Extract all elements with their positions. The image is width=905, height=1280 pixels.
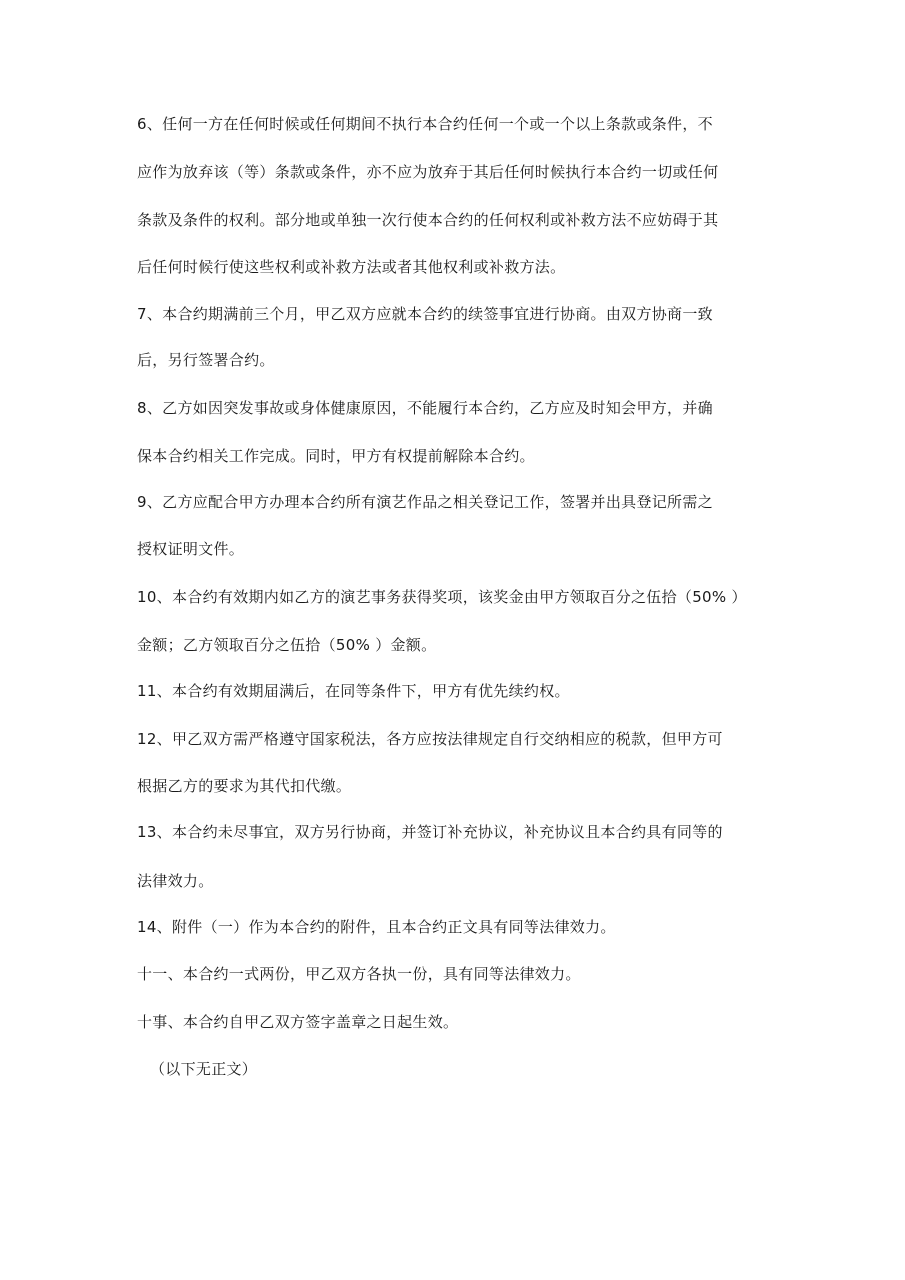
- clause-11: 11、本合约有效期届满后，在同等条件下，甲方有优先续约权。: [137, 682, 570, 700]
- clause-12-line-1: 12、甲乙双方需严格遵守国家税法，各方应按法律规定自行交纳相应的税款，但甲方可: [137, 730, 723, 748]
- clause-13-line-2: 法律效力。: [137, 872, 214, 890]
- section-10: 十事、本合约自甲乙双方签字盖章之日起生效。: [137, 1013, 459, 1031]
- clause-9-line-1: 9、乙方应配合甲方办理本合约所有演艺作品之相关登记工作，签署并出具登记所需之: [137, 493, 713, 511]
- clause-9-line-2: 授权证明文件。: [137, 540, 245, 558]
- section-11: 十一、本合约一式两份，甲乙双方各执一份，具有同等法律效力。: [137, 965, 581, 983]
- clause-13-line-1: 13、本合约未尽事宜，双方另行协商，并签订补充协议，补充协议且本合约具有同等的: [137, 823, 723, 841]
- clause-6-line-4: 后任何时候行使这些权利或补救方法或者其他权利或补救方法。: [137, 258, 566, 276]
- clause-6-line-1: 6、任何一方在任何时候或任何期间不执行本合约任何一个或一个以上条款或条件，不: [137, 115, 713, 133]
- clause-8-line-1: 8、乙方如因突发事故或身体健康原因，不能履行本合约，乙方应及时知会甲方，并确: [137, 399, 713, 417]
- clause-10-line-2: 金额；乙方领取百分之伍拾（50% ）金额。: [137, 636, 437, 654]
- clause-6-line-3: 条款及条件的权利。部分地或单独一次行使本合约的任何权利或补救方法不应妨碍于其: [137, 211, 719, 229]
- clause-7-line-1: 7、本合约期满前三个月，甲乙双方应就本合约的续签事宜进行协商。由双方协商一致: [137, 305, 713, 323]
- clause-14: 14、附件（一）作为本合约的附件，且本合约正文具有同等法律效力。: [137, 918, 616, 936]
- clause-8-line-2: 保本合约相关工作完成。同时，甲方有权提前解除本合约。: [137, 447, 535, 465]
- clause-10-line-1: 10、本合约有效期内如乙方的演艺事务获得奖项，该奖金由甲方领取百分之伍拾（50% ）: [137, 588, 747, 606]
- clause-12-line-2: 根据乙方的要求为其代扣代缴。: [137, 777, 352, 795]
- clause-7-line-2: 后，另行签署合约。: [137, 351, 275, 369]
- end-of-text-note: （以下无正文）: [150, 1060, 258, 1078]
- clause-6-line-2: 应作为放弃该（等）条款或条件，亦不应为放弃于其后任何时候执行本合约一切或任何: [137, 163, 719, 181]
